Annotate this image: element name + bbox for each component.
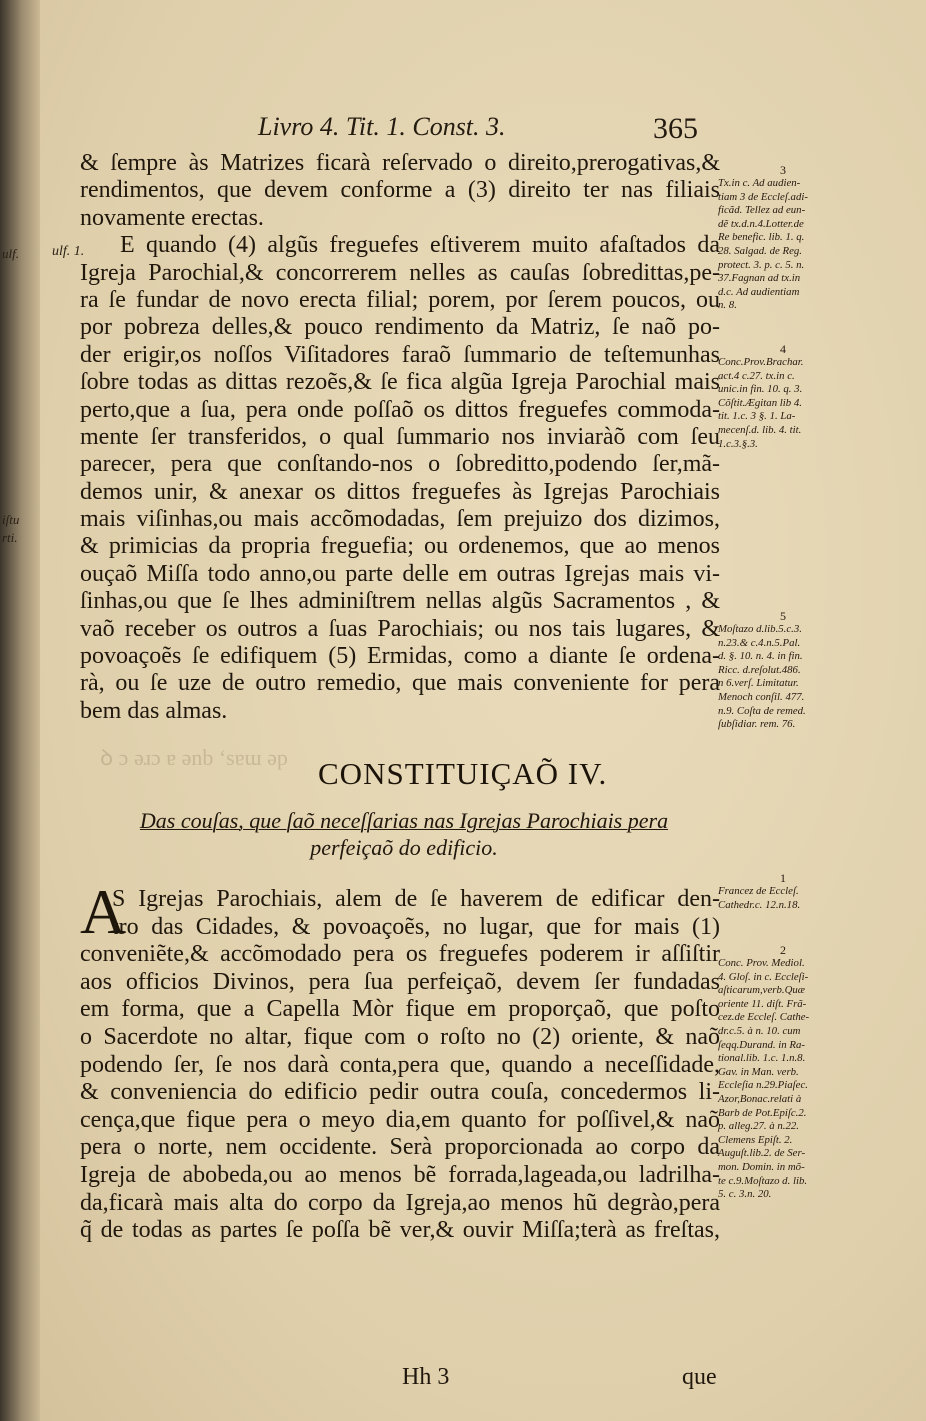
note-line: Azor,Bonac.relati à bbox=[718, 1092, 802, 1105]
show-through: ꝺ ɔ ǝɹɔ ɐ ǝnb ʻsɐɯ ǝp bbox=[100, 745, 288, 770]
note-number: 5 bbox=[780, 609, 786, 623]
text-line: ra ſe fundar de novo erecta filial; porem, por ſerem poucos, ou bbox=[80, 286, 720, 313]
text-line: mente ſer transferidos, o qual ſummario nos inviaràõ com ſeu bbox=[80, 423, 720, 450]
note-line: unic.in fin. 10. q. 3. bbox=[718, 383, 803, 396]
note-line: n. 8. bbox=[718, 299, 737, 312]
text-line: ſobre todas as dittas rezoẽs,& ſe fica algũa Igreja Parochial mais bbox=[80, 369, 720, 396]
note-line: Moſtazo d.lib.5.c.3. bbox=[718, 623, 802, 635]
paragraph-marker: ulf. 1. bbox=[52, 244, 85, 259]
note-number: 4 bbox=[780, 342, 786, 356]
note-line: Re benefic. lib. 1. q. bbox=[718, 231, 805, 244]
note-line: Ricc. d.reſolut.486. bbox=[718, 663, 801, 676]
note-line: p. alleg.27. à n.22. bbox=[718, 1120, 799, 1133]
note-line: tiam 3 de Eccleſ.adi- bbox=[718, 190, 808, 203]
note-line: ſubſidiar. rem. 76. bbox=[718, 718, 796, 731]
text-line: der erigir,os noſſos Viſitadores faraõ ſummario de teſtemunhas bbox=[80, 341, 720, 368]
note-line: 5. c. 3.n. 20. bbox=[718, 1188, 772, 1201]
note-line: Conc. Prov. Mediol. bbox=[718, 957, 805, 969]
paragraph-main bbox=[80, 886, 720, 1245]
note-line: Auguſt.lib.2. de Ser- bbox=[718, 1147, 806, 1160]
text-line: parecer, pera que conſtando-nos o ſobreditto,podendo ſer,mã- bbox=[80, 451, 720, 478]
text-line: mais viſinhas,ou mais accõmodadas, ſem prejuizo dos dizimos, bbox=[80, 506, 720, 533]
drop-cap: A bbox=[80, 876, 127, 947]
note-line: Tx.in c. Ad audien- bbox=[718, 177, 801, 189]
text-line: q̃ de todas as partes ſe poſſa bẽ ver,& ouvir Miſſa;terà as freſtas, bbox=[80, 1217, 720, 1244]
text-line: E quando (4) algũs freguefes eſtiverem muito afaſtados da bbox=[120, 232, 720, 259]
note-line: tit. 1.c. 3 §. 1. La- bbox=[718, 410, 796, 423]
note-line: oriente 11. diſt. Frã- bbox=[718, 997, 807, 1010]
note-line: n.9. Coſta de remed. bbox=[718, 704, 806, 717]
adjacent-page-edge bbox=[0, 0, 40, 1421]
marginal-note-5 bbox=[718, 610, 848, 732]
note-line: dr.c.5. à n. 10. cum bbox=[718, 1024, 801, 1037]
text-line: o Sacerdote no altar, fique com o roſto no (2) oriente, & naõ bbox=[80, 1023, 720, 1050]
note-line: mon. Domin. in mõ- bbox=[718, 1160, 805, 1173]
note-line: Menoch conſil. 477. bbox=[718, 690, 805, 703]
text-line: Igreja Parochial,& concorrerem nelles as cauſas ſobredittas,pe- bbox=[80, 259, 720, 286]
text-line: aos officios Divinos, pera ſua perfeiçaõ, devem ſer fundadas bbox=[80, 968, 720, 995]
text-line: & primicias da propria freguefia; ou ordenemos, que ao menos bbox=[80, 533, 720, 560]
text-line: novamente erectas. bbox=[80, 204, 264, 231]
marginal-note-3 bbox=[718, 164, 848, 313]
note-line: 37.Fagnan ad tx.in bbox=[718, 272, 801, 285]
note-line: cez.de Eccleſ. Cathe- bbox=[718, 1011, 810, 1024]
note-line: 4. Gloſ. in c. Eccleſi- bbox=[718, 970, 809, 983]
note-line: act.4 c.27. tx.in c. bbox=[718, 369, 795, 382]
note-line: 28. Salgad. de Reg. bbox=[718, 244, 802, 257]
section-heading: CONSTITUIÇAÕ IV. bbox=[318, 756, 608, 791]
adjacent-page-note: rti. bbox=[2, 530, 18, 545]
text-line: podendo ſer, ſe nos darà conta,pera que, quando a neceſſidade, bbox=[80, 1051, 720, 1078]
note-line: Clemens Epiſt. 2. bbox=[718, 1133, 793, 1146]
note-line: tional.lib. 1.c. 1.n.8. bbox=[718, 1052, 806, 1065]
text-line: da,ficarà mais alta do corpo da Igreja,ao menos hũ degrào,pera bbox=[80, 1189, 720, 1216]
text-line: rendimentos, que devem conforme a (3) direito ter nas filiais bbox=[80, 177, 720, 204]
signature-mark: Hh 3 bbox=[402, 1364, 450, 1390]
text-line: por pobreza delles,& pouco rendimento da Matriz, ſe naõ po- bbox=[80, 314, 720, 341]
note-line: n.23.& c.4.n.5.Pal. bbox=[718, 636, 801, 649]
page-number: 365 bbox=[653, 112, 698, 145]
text-line: & ſempre às Matrizes ficarà reſervado o direito,prerogativas,& bbox=[80, 150, 720, 176]
note-line: Eccleſia n.29.Piaſec. bbox=[718, 1079, 808, 1092]
adjacent-page-note: ulf. bbox=[2, 246, 19, 261]
section-subtitle: perfeiçaõ do edificio. bbox=[310, 835, 498, 860]
text-line: vaõ receber os outros a ſuas Parochiais; ou nos tais lugares, & bbox=[80, 615, 720, 642]
note-number: 2 bbox=[780, 943, 786, 957]
note-line: Barb de Pot.Epiſc.2. bbox=[718, 1106, 807, 1119]
text-line: em forma, que a Capella Mòr fique em proporçaõ, que poſto bbox=[80, 996, 720, 1023]
text-line: cença,que fique pera o meyo dia,em quanto for poſſivel,& naõ bbox=[80, 1106, 720, 1133]
text-line: rà, ou ſe uze de outro remedio, que mais conveniente for pera bbox=[80, 670, 720, 697]
note-line: Francez de Eccleſ. bbox=[718, 885, 799, 897]
note-line: 1.c.3.§.3. bbox=[718, 437, 758, 450]
note-line: aſticarum,verb.Quæ bbox=[718, 984, 805, 997]
text-line: ſinhas,ou que ſe lhes adminiſtrem nellas algũs Sacramentos , & bbox=[80, 588, 720, 615]
note-line: Conc.Prov.Brachar. bbox=[718, 356, 804, 368]
paragraph-continued bbox=[80, 150, 720, 725]
note-line: protect. 3. p. c. 5. n. bbox=[718, 258, 805, 271]
note-line: ficãd. Tellez ad eun- bbox=[718, 204, 806, 217]
text-line: S Igrejas Parochiais, alem de ſe haverem de edificar den- bbox=[112, 886, 720, 912]
text-line: conveniẽte,& accõmodado pera os freguefes poderem ir aſſiſtir bbox=[80, 941, 720, 968]
note-line: te c.9.Moſtazo d. lib. bbox=[718, 1174, 808, 1187]
note-line: Gav. in Man. verb. bbox=[718, 1065, 799, 1078]
note-number: 1 bbox=[780, 871, 786, 885]
text-line: tro das Cidades, & povoaçoẽs, no lugar, que for mais (1) bbox=[112, 913, 720, 940]
note-line: n 6.verſ. Limitatur. bbox=[718, 677, 799, 690]
text-line: bem das almas. bbox=[80, 697, 228, 724]
text-line: demos unir, & anexar os dittos freguefes às Igrejas Parochiais bbox=[80, 478, 720, 505]
note-line: mecenſ.d. lib. 4. tit. bbox=[718, 423, 802, 436]
note-number: 3 bbox=[780, 163, 786, 177]
marginal-note-2 bbox=[718, 944, 848, 1202]
note-line: ſeqq.Durand. in Ra- bbox=[718, 1038, 805, 1051]
text-line: Igreja de abobeda,ou ao menos bẽ forrada,lageada,ou ladrilha- bbox=[80, 1161, 720, 1188]
section-subtitle: Das couſas, que ſaõ neceſſarias nas Igrejas Parochiais pera bbox=[139, 808, 669, 833]
running-head: Livro 4. Tit. 1. Const. 3. bbox=[258, 112, 506, 141]
text-line: pera o norte, nem occidente. Serà proporcionada ao corpo da bbox=[80, 1134, 720, 1161]
text-line: perto,que a ſua, pera onde poſſaõ os dittos freguefes commoda- bbox=[80, 396, 720, 423]
marginal-note-1 bbox=[718, 872, 848, 912]
note-line: d. §. 10. n. 4. in fin. bbox=[718, 650, 803, 663]
page-header bbox=[258, 112, 738, 152]
note-line: Cathedr.c. 12.n.18. bbox=[718, 898, 801, 911]
note-line: Cõſtit.Ægitan lib 4. bbox=[718, 396, 802, 409]
catchword: que bbox=[682, 1364, 717, 1390]
marginal-note-4 bbox=[718, 343, 848, 451]
text-line: ouçaõ Miſſa todo anno,ou parte delle em outras Igrejas mais vi- bbox=[80, 560, 720, 587]
text-line: povoaçoẽs ſe edifiquem (5) Ermidas, como a diante ſe ordena- bbox=[80, 643, 720, 670]
note-line: dẽ tx.d.n.4.Lotter.de bbox=[718, 217, 804, 230]
note-line: d.c. Ad audientiam bbox=[718, 285, 800, 298]
text-line: & conveniencia do edificio pedir outra couſa, concedermos li- bbox=[80, 1079, 720, 1106]
adjacent-page-note: iſtu bbox=[2, 512, 20, 527]
